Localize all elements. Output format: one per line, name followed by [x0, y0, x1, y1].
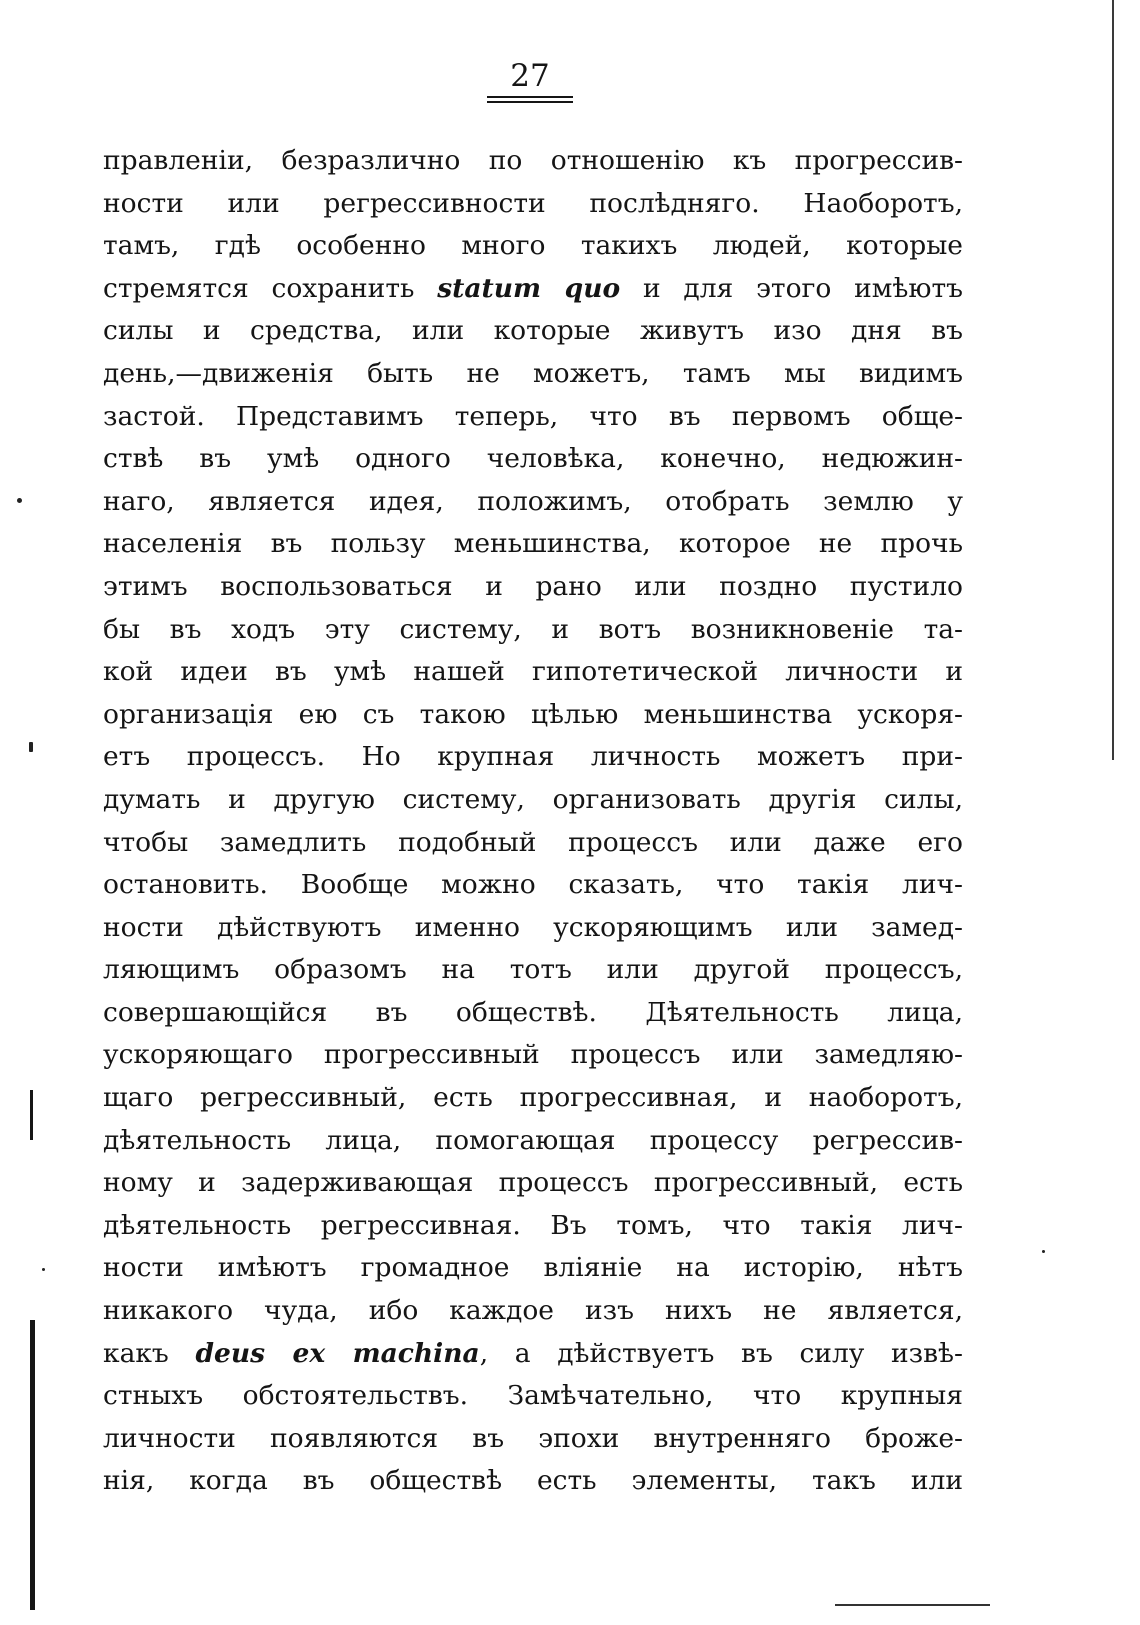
- text-line: [103, 864, 963, 907]
- scan-edge-mark: [1112, 0, 1114, 760]
- text-segment: стремятся сохранить: [103, 272, 438, 304]
- text-line: [103, 310, 963, 353]
- text-segment: дѣятельность регрессивная. Въ томъ, что такія лич-: [103, 1209, 963, 1241]
- latin-phrase: deus ex machina: [195, 1337, 480, 1369]
- text-line: [103, 438, 963, 481]
- text-segment: ляющимъ образомъ на тотъ или другой процессъ,: [103, 954, 963, 986]
- scan-edge-mark: [30, 1320, 35, 1610]
- scan-speck: [42, 1268, 45, 1271]
- text-line: [103, 1375, 963, 1418]
- text-segment: ности имѣютъ громадное вліяніе на исторію, нѣтъ: [103, 1252, 963, 1284]
- text-segment: личности появляются въ эпохи внутренняго броже-: [103, 1422, 963, 1454]
- text-line: [103, 225, 963, 268]
- text-segment: , а дѣйствуетъ въ силу извѣ-: [479, 1337, 963, 1369]
- page-number-rule-bottom: [487, 101, 573, 103]
- text-line: [103, 1460, 963, 1503]
- page-number: 27: [510, 58, 550, 94]
- text-line: [103, 822, 963, 865]
- text-line: [103, 609, 963, 652]
- text-line: [103, 992, 963, 1035]
- page-number-rule-top: [487, 96, 573, 98]
- body-text: [103, 140, 963, 1503]
- scan-bottom-mark: [835, 1604, 990, 1606]
- text-line: [103, 1205, 963, 1248]
- text-line: [103, 523, 963, 566]
- text-segment: остановить. Вообще можно сказать, что такія лич-: [103, 869, 963, 901]
- text-line: [103, 1162, 963, 1205]
- text-segment: стныхъ обстоятельствъ. Замѣчательно, что крупныя: [103, 1380, 963, 1412]
- text-line: [103, 907, 963, 950]
- text-segment: населенія въ пользу меньшинства, которое не прочь: [103, 528, 963, 560]
- text-segment: бы въ ходъ эту систему, и вотъ возникновеніе та-: [103, 613, 963, 645]
- text-segment: кой идеи въ умѣ нашей гипотетической личности и: [103, 656, 963, 688]
- text-segment: дѣятельность лица, помогающая процессу регрессив-: [103, 1124, 963, 1156]
- text-line: [103, 736, 963, 779]
- text-line: [103, 183, 963, 226]
- text-segment: ускоряющаго прогрессивный процессъ или замедляю-: [103, 1039, 963, 1071]
- text-segment: ности дѣйствуютъ именно ускоряющимъ или замед-: [103, 911, 963, 943]
- text-line: [103, 353, 963, 396]
- text-segment: какъ: [103, 1337, 196, 1369]
- scan-speck: [17, 498, 22, 503]
- scan-speck: [29, 742, 33, 752]
- text-segment: ному и задерживающая процессъ прогрессивный, есть: [103, 1167, 963, 1199]
- text-line: [103, 140, 963, 183]
- scan-edge-mark: [30, 1090, 33, 1140]
- text-segment: и для этого имѣютъ: [620, 272, 963, 304]
- text-segment: чтобы замедлить подобный процессъ или даже его: [103, 826, 963, 858]
- latin-phrase: statum quo: [437, 272, 621, 304]
- text-line: [103, 949, 963, 992]
- text-line: [103, 268, 963, 311]
- text-line: [103, 651, 963, 694]
- text-segment: етъ процессъ. Но крупная личность можетъ при-: [103, 741, 963, 773]
- text-line: [103, 481, 963, 524]
- text-line: [103, 1034, 963, 1077]
- text-segment: организація ею съ такою цѣлью меньшинства ускоря-: [103, 698, 963, 730]
- text-segment: день,—движенія быть не можетъ, тамъ мы видимъ: [103, 357, 963, 389]
- text-segment: никакого чуда, ибо каждое изъ нихъ не является,: [103, 1295, 963, 1327]
- text-line: [103, 1333, 963, 1376]
- text-segment: застой. Представимъ теперь, что въ первомъ обще-: [103, 400, 963, 432]
- text-segment: этимъ воспользоваться и рано или поздно пустило: [103, 570, 963, 602]
- scan-speck: [1042, 1250, 1045, 1253]
- text-segment: совершающійся въ обществѣ. Дѣятельность лица,: [103, 996, 963, 1028]
- text-segment: силы и средства, или которые живутъ изо дня въ: [103, 315, 963, 347]
- text-segment: думать и другую систему, организовать другія силы,: [103, 783, 963, 815]
- text-line: [103, 1418, 963, 1461]
- text-line: [103, 1077, 963, 1120]
- text-segment: щаго регрессивный, есть прогрессивная, и наоборотъ,: [103, 1082, 963, 1114]
- text-line: [103, 1247, 963, 1290]
- text-segment: ности или регрессивности послѣдняго. Наоборотъ,: [103, 187, 963, 219]
- text-line: [103, 694, 963, 737]
- text-segment: ствѣ въ умѣ одного человѣка, конечно, недюжин-: [103, 443, 963, 475]
- text-line: [103, 396, 963, 439]
- text-line: [103, 1120, 963, 1163]
- text-segment: тамъ, гдѣ особенно много такихъ людей, которые: [103, 230, 963, 262]
- text-segment: нія, когда въ обществѣ есть элементы, такъ или: [103, 1465, 963, 1497]
- text-line: [103, 779, 963, 822]
- text-segment: наго, является идея, положимъ, отобрать землю у: [103, 485, 963, 517]
- text-line: [103, 1290, 963, 1333]
- text-line: [103, 566, 963, 609]
- text-segment: правленіи, безразлично по отношенію къ прогрессив-: [103, 145, 963, 176]
